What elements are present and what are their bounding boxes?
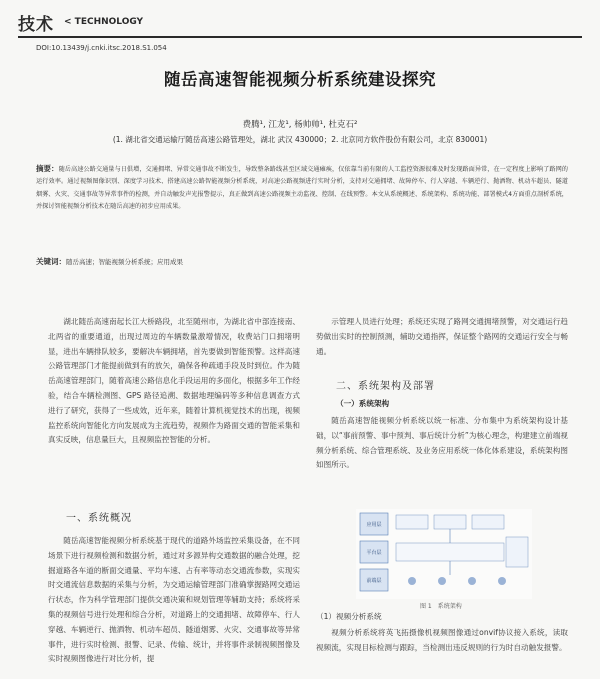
section-1-paragraph: 随岳高速智能视频分析系统基于现代的道路外场监控采集设备，在不同场景下进行视频检测和数据分析，通过对多源异构交通数据的融合处理，挖掘道路各车道的断面交通量、平均车速、占有率等动态交通流参数，实现实时交通流信息数据的采集与分析，为交通运输管理部门准确掌握路网交通运行状态，作为科学管理部门提供交通决策和规划管理等辅助支持；系统将采集的视频信号进行处理和综合分析，对道路上的交通拥堵、故障停车、行人穿越、车辆逆行、抛洒物、机动车超员、隧道烟雾、火灾、交通事故等异常事件，进行实时检测、报警、记录、传输、统计，并将事件录制视频图像及实时视频图像进行对比分析，提 xyxy=(48,536,300,664)
section-1-heading: 一、系统概况 xyxy=(66,513,132,524)
keywords-text: 随岳高速；智能视频分析系统；应用成果 xyxy=(66,258,183,266)
figure-label-application: 应用层 xyxy=(366,522,382,528)
subsection-1-body xyxy=(316,414,568,473)
server-icon xyxy=(506,537,528,567)
subsection-numbered-paragraph: 视频分析系统将英飞拓摄像机视频图像通过onvif协议接入系统，读取视频流，实现目标检测与跟踪，当检测出违反规则的行为时自动触发报警。 xyxy=(316,628,568,652)
camera-icon xyxy=(468,577,476,585)
subsection-1-heading: （一）系统架构 xyxy=(336,399,390,408)
journal-header xyxy=(18,8,582,38)
abstract-label: 摘要： xyxy=(36,164,59,173)
doi: DOI:10.13439/j.cnki.itsc.2018.S1.054 xyxy=(36,44,167,52)
section-2-heading: 二、系统架构及部署 xyxy=(336,381,435,392)
abstract-text: 随岳高速公路交通量与日俱增，交通拥堵、异常交通事故不断发生，导致整条路线甚至区域交通瘫痪，仅依靠当前有限的人工监控资源很难及时发现路面异常，在一定程度上影响了路网的运行效率。通过视频图像识别、深度学习技术、搭建高速公路智能视频分析系统，对高速公路视频进行实时分析，支持对交通拥堵、故障停车、行人穿越、车辆逆行、抛洒物、机动车超员、隧道烟雾、火灾、交通事故等异常事件的检测，并自动触发声光报警提示，真正做到高速公路视频主动监视、控制、在线预警。本文从系统概述、系统架构、系统功能、部署模式4方面重点剖析系统，并探讨智能视频分析技术在随岳高速的初步应用成果。 xyxy=(36,166,568,210)
affiliation: (1. 湖北省交通运输厅随岳高速公路管理处，湖北 武汉 430000；2. 北京同方软件股份有限公司，北京 830001) xyxy=(112,135,488,144)
camera-icon xyxy=(438,577,446,585)
section-1-body xyxy=(48,534,300,667)
section-label-cn: 技术 xyxy=(18,15,54,35)
column-left xyxy=(48,315,300,448)
continued-paragraph: 示管理人员进行处理；系统还实现了路网交通拥堵预警，对交通运行趋势做出实时的控制预测，辅助交通指挥，保证整个路网的交通运行安全与畅通。 xyxy=(316,317,568,356)
subsection-numbered-heading: （1）视频分析系统 xyxy=(316,612,382,621)
camera-icon xyxy=(498,577,506,585)
paper-title: 随岳高速智能视频分析系统建设探究 xyxy=(164,70,436,89)
camera-icon xyxy=(408,577,416,585)
column-right xyxy=(316,315,568,359)
subsection-1-paragraph: 随岳高速智能视频分析系统以统一标准、分布集中为系统架构设计基础，以“事前预警、事中预判、事后统计分析”为核心理念，构建建立前端视频分析系统、综合管理系统、及业务应用系统一体化体系建设，系统架构图如图所示。 xyxy=(316,416,568,470)
figure-label-platform: 平台层 xyxy=(366,550,382,556)
figure-label-frontend: 前端层 xyxy=(366,578,382,584)
keywords xyxy=(36,256,568,267)
keywords-label: 关键词： xyxy=(36,257,66,266)
architecture-figure xyxy=(356,509,532,599)
abstract xyxy=(36,163,568,213)
section-label-en: < TECHNOLOGY xyxy=(64,17,144,27)
figure-caption: 图 1 系统架构 xyxy=(420,603,462,610)
intro-paragraph: 湖北随岳高速南起长江大桥路段，北至随州市，为湖北省中部连接南、北两省的重要通道，出现过周边的车辆数量激增情况，收费站门口拥堵明显，进出车辆排队较多，要解决车辆拥堵，首先要做到智能预警。这样高速公路管理部门才能提前做到有的放矢，确保各种疏通手段及时到位。作为随岳高速管理部门，随着高速公路信息化手段运用的多面化，根据多年工作经验，结合车辆检测图、GPS 路径追溯、数据地理编码等多种信息调查方式进行了研究，获得了一些成效，近年来，随着计算机视觉技术的出现，视频监控系统向智能化方向发展成为主流趋势，视频作为路面交通的智能采集和真实反映，信息量巨大，且视频监控智能的分析。 xyxy=(48,317,300,445)
subsection-numbered-body xyxy=(316,626,568,656)
authors: 费腾¹, 江龙¹, 杨帅帅¹, 杜克石² xyxy=(242,120,358,130)
